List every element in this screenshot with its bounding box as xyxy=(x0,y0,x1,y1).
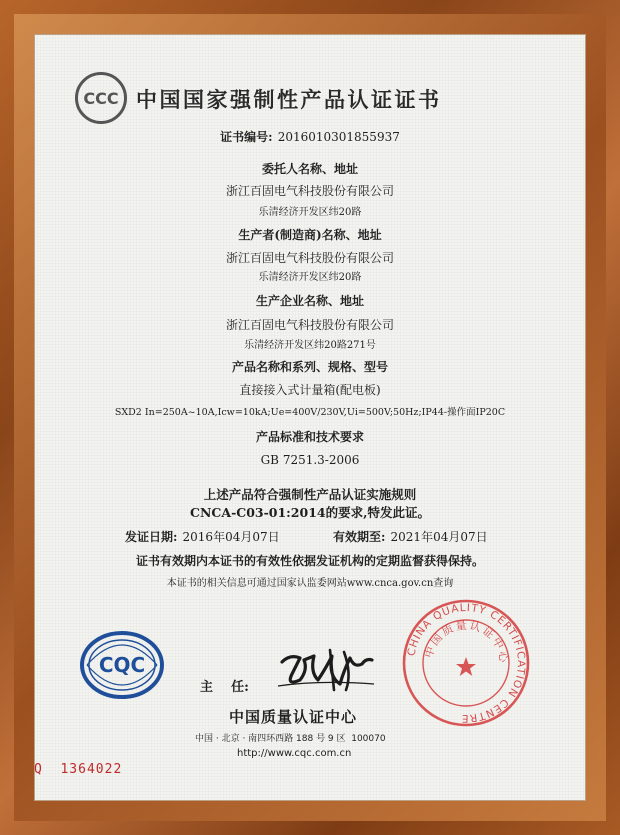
ccc-logo-text: CCC xyxy=(83,89,119,108)
client-heading: 委托人名称、地址 xyxy=(261,162,358,176)
cert-no-label: 证书编号: xyxy=(220,130,273,144)
manufacturer-name: 浙江百固电气科技股份有限公司 xyxy=(225,251,394,265)
cert-no-value: 2016010301855937 xyxy=(277,130,400,144)
standard-heading: 产品标准和技术要求 xyxy=(255,430,364,444)
factory-address: 乐清经济开发区纬20路271号 xyxy=(244,340,376,351)
standard-value: GB 7251.3-2006 xyxy=(260,453,360,467)
cqc-logo xyxy=(79,630,165,700)
issue-date-value: 2016年04月07日 xyxy=(182,530,280,544)
client-name: 浙江百固电气科技股份有限公司 xyxy=(225,184,394,198)
manufacturer-heading: 生产者(制造商)名称、地址 xyxy=(238,228,382,242)
conformity-line-1: 上述产品符合强制性产品认证实施规则 xyxy=(203,487,417,502)
issuer-url: http://www.cqc.com.cn xyxy=(237,748,352,759)
factory-name: 浙江百固电气科技股份有限公司 xyxy=(225,318,394,332)
director-signature xyxy=(270,640,380,695)
seal-star-icon xyxy=(456,657,476,676)
expiry-label: 有效期至: xyxy=(333,530,386,544)
info-note: 本证书的相关信息可通过国家认监委网站www.cnca.gov.cn查询 xyxy=(166,578,454,589)
manufacturer-address: 乐清经济开发区纬20路 xyxy=(258,272,362,283)
seal-outer-text: CHINA QUALITY CERTIFICATION CENTRE xyxy=(405,601,528,725)
product-spec: SXD2 In=250A~10A,Icw=10kA;Ue=400V/230V,Ui=500V;50Hz;IP44-操作面IP20C xyxy=(114,407,506,418)
seal-inner-text: 中国质量认证中心 xyxy=(422,618,511,666)
conformity-line-2: CNCA-C03-01:2014的要求,特发此证。 xyxy=(190,505,430,520)
expiry-date-value: 2021年04月07日 xyxy=(390,530,488,544)
issuer-address: 中国 · 北京 · 南四环西路 188 号 9 区 100070 xyxy=(195,734,386,744)
issuer-name: 中国质量认证中心 xyxy=(229,708,358,726)
product-heading: 产品名称和系列、规格、型号 xyxy=(231,360,388,374)
issue-date-label: 发证日期: xyxy=(125,530,178,544)
ccc-logo xyxy=(75,72,127,124)
serial-number: Q 1364022 xyxy=(34,762,123,777)
certificate-title: 中国国家强制性产品认证证书 xyxy=(136,88,442,112)
issue-date-row xyxy=(125,526,280,545)
cqc-logo-text: CQC xyxy=(98,653,146,677)
product-name: 直接接入式计量箱(配电板) xyxy=(239,383,381,397)
expiry-date-row xyxy=(333,526,488,545)
official-seal xyxy=(400,597,532,729)
cert-no-row xyxy=(34,126,586,145)
factory-heading: 生产企业名称、地址 xyxy=(255,294,364,308)
director-label: 主 任: xyxy=(200,680,249,695)
client-address: 乐清经济开发区纬20路 xyxy=(258,207,362,218)
validity-note: 证书有效期内本证书的有效性依据发证机构的定期监督获得保持。 xyxy=(135,554,484,568)
